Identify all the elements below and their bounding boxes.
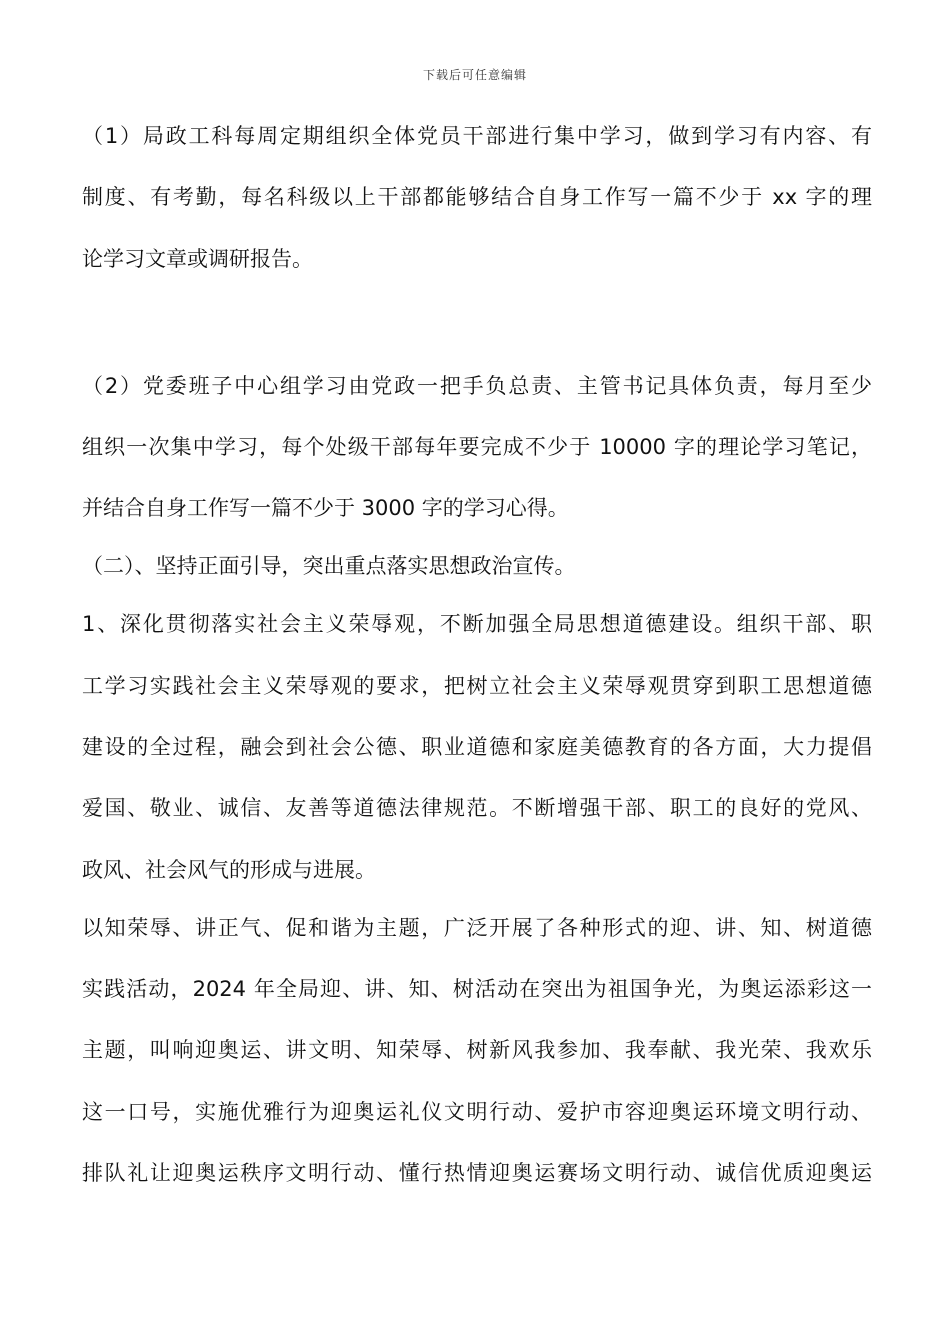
text-line: 实践活动，2024 年全局迎、讲、知、树活动在突出为祖国争光，为奥运添彩这一 [82,976,872,1001]
text-line: 主题，叫响迎奥运、讲文明、知荣辱、树新风我参加、我奉献、我光荣、我欢乐 [82,1038,872,1063]
text-line: 排队礼让迎奥运秩序文明行动、懂行热情迎奥运赛场文明行动、诚信优质迎奥运 [82,1160,872,1185]
text-line: 组织一次集中学习，每个处级干部每年要完成不少于 10000 字的理论学习笔记， [82,435,872,460]
text-line: （2）党委班子中心组学习由党政一把手负总责、主管书记具体负责，每月至少 [82,373,872,398]
paragraph-1 [82,120,872,275]
text-line: （1）局政工科每周定期组织全体党员干部进行集中学习，做到学习有内容、有 [82,124,872,148]
paragraph-4 [82,912,872,1189]
document-body [82,120,872,1218]
paragraph-2 [82,370,872,525]
text-line: 制度、有考勤，每名科级以上干部都能够结合自身工作写一篇不少于 xx 字的理 [82,185,872,210]
text-line: 爱国、敬业、诚信、友善等道德法律规范。不断增强干部、职工的良好的党风、 [82,796,872,821]
text-line: 建设的全过程，融会到社会公德、职业道德和家庭美德教育的各方面，大力提倡 [82,735,872,760]
text-line: 政风、社会风气的形成与进展。 [82,857,376,882]
header-note: 下载后可任意编辑 [422,68,527,82]
text-line: （二）、坚持正面引导，突出重点落实思想政治宣传。 [82,554,576,579]
text-line: 1、深化贯彻落实社会主义荣辱观，不断加强全局思想道德建设。组织干部、职 [82,612,872,637]
text-line: 论学习文章或调研报告。 [82,246,313,271]
section-heading [82,550,872,582]
text-line: 并结合自身工作写一篇不少于 3000 字的学习心得。 [82,496,569,521]
paragraph-3 [82,608,872,885]
text-line: 这一口号，实施优雅行为迎奥运礼仪文明行动、爱护市容迎奥运环境文明行动、 [82,1099,872,1124]
text-line: 以知荣辱、讲正气、促和谐为主题，广泛开展了各种形式的迎、讲、知、树道德 [82,915,872,940]
text-line: 工学习实践社会主义荣辱观的要求，把树立社会主义荣辱观贯穿到职工思想道德 [82,673,872,698]
paragraph-gap [82,304,872,370]
